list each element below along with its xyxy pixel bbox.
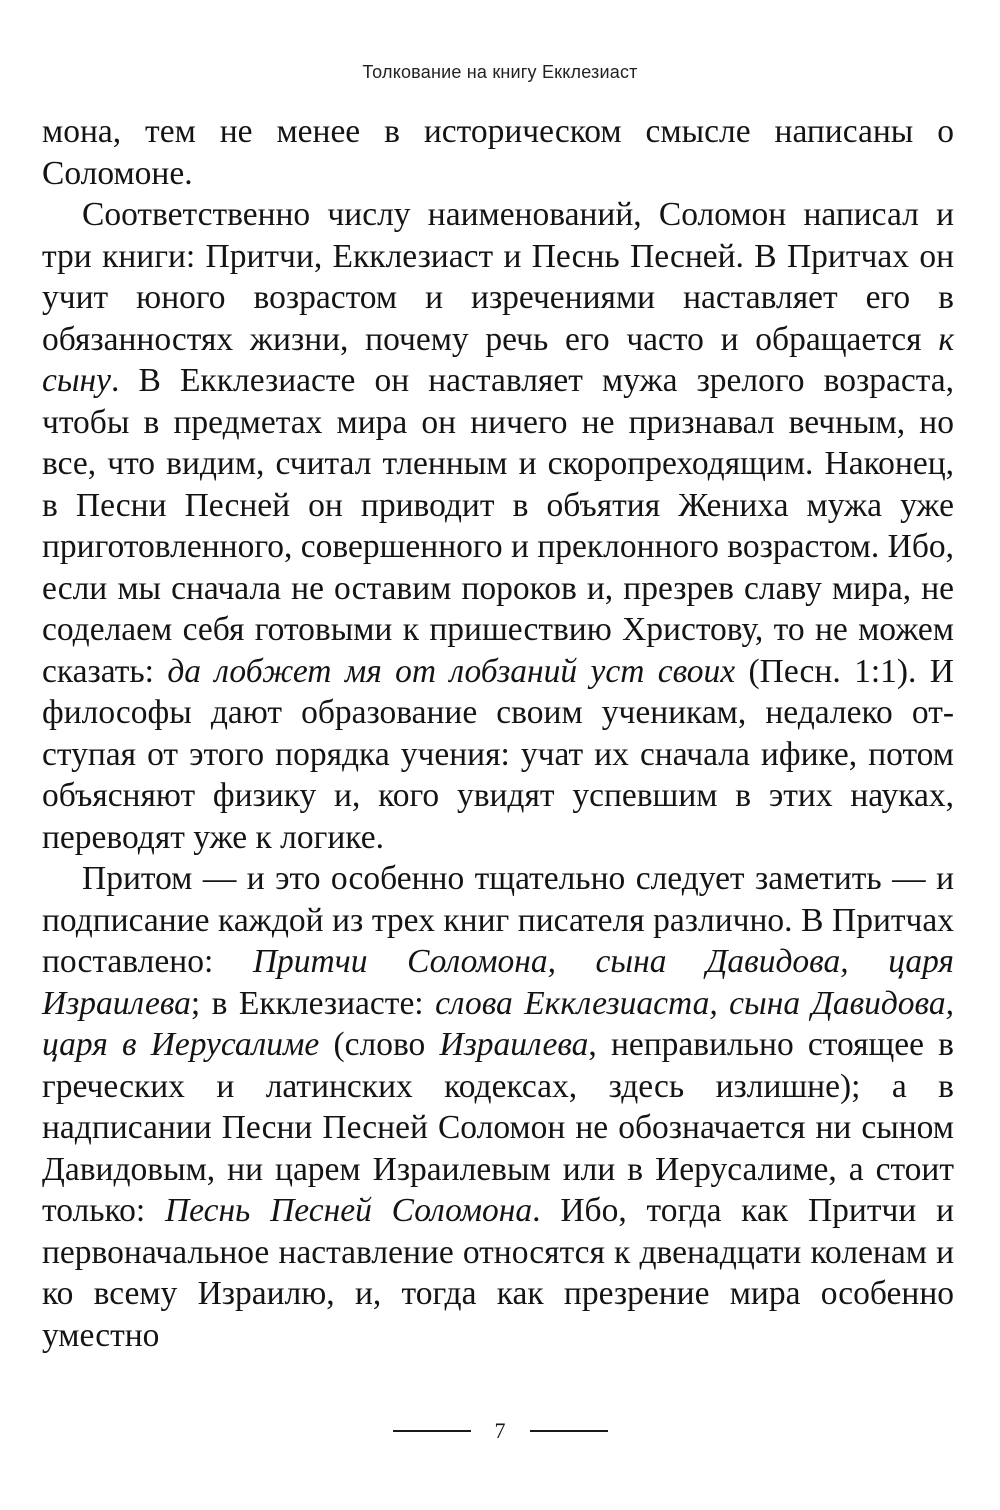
italic-quote: Песнь Песней Соломона [164,1192,533,1229]
text-run: . В Екклезиасте он наставляет мужа зрелого возраста, чтобы в предметах мира он ничего не признавал вечным, но все, что видим, считал тленным и скоропреходящим. Наконец, в Песни Песней он приводит в объятия Жениха мужа уже приготовленного, совершенного и преклонного возрастом. Ибо, если мы сначала не оставим пороков и, презрев славу мира, не соделаем себя готовыми к пришествию Христову, то не можем сказать: [42,362,954,690]
running-head: Толкование на книгу Екклезиаст [362,62,638,82]
paragraph [42,858,954,1356]
text-run: . Ибо, тогда как Притчи и первоначальное наставление относятся к двенадцати коленам и ко всему Израилю, и, тогда как презрение мира особенно уместно [42,1192,954,1354]
page-footer [0,1418,1000,1444]
italic-quote: слова Екклезиаста, сына Давидова, царя в Иерусалиме [42,984,954,1063]
paragraph [42,111,954,194]
footer-rule-left [393,1430,471,1432]
text-run: ; в Екклезиасте: [190,984,436,1022]
body-text [42,111,954,1356]
paragraph [42,194,954,858]
text-run: (Песн. 1:1). И философы дают образование своим ученикам, недалеко отступая от этого порядка учения: учат их сначала ифике, потом объясняют физику и, кого увидят успевшим в этих науках, переводят уже к логике. [42,652,954,856]
italic-quote: Израилева [439,1026,589,1063]
italic-quote: Притчи Соломона, сына Давидова, царя Израилева [42,943,954,1022]
italic-quote: к сыну [42,320,954,399]
italic-quote: да лобжет мя от лобзаний уст своих [167,652,736,690]
text-run: , неправильно стоящее в греческих и латинских кодексах, здесь излишне); а в надписании Песни Песней Соломон не обозначается ни сыном Давидовым, ни царем Израилевым или в Иерусалиме, а стоит только: [42,1026,955,1229]
text-run: Соответственно числу наименований, Соломон написал и три книги: Притчи, Екклезиаст и Песнь Песней. В Притчах он учит юного возрастом и изречениями наставляет его в обязанностях жизни, почему речь его часто и обращается [42,196,954,358]
text-run: мона, тем не менее в историческом смысле написаны о Соломоне. [42,113,954,192]
text-run: Притом — и это особенно тщательно следует заметить — и подписание каждой из трех книг писателя различно. В Притчах поставлено: [42,860,954,980]
page-number: 7 [494,1418,506,1443]
footer-rule-right [530,1430,608,1432]
text-run: (слово [319,1026,440,1063]
